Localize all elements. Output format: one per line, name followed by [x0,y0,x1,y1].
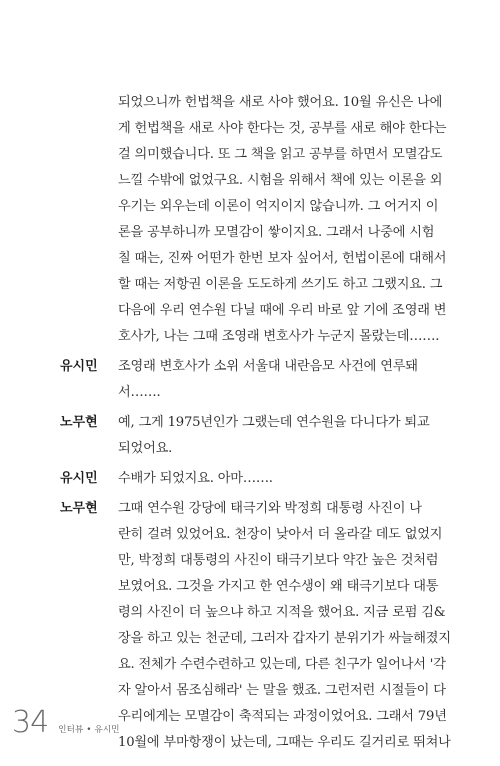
text-line: 우리에게는 모멸감이 축적되는 과정이었어요. 그래서 79년 [118,709,447,724]
text-line: 되었으니까 헌법책을 새로 사야 했어요. 10월 유신은 나에 [118,95,443,110]
text-line: 우기는 외우는데 이론이 억지이지 않습니까. 그 어거지 이 [118,199,439,214]
page-number: 34 [12,705,49,740]
text-line: 그때 연수원 강당에 태극기와 박정희 대통령 사진이 나 [118,501,422,516]
speaker-name: 유시민 [60,471,98,486]
dialogue-turn [60,466,436,492]
text-line: 할 때는 저항권 이론을 도도하게 쓰기도 하고 그랬지요. 그 [118,277,443,292]
text-line: 걸 의미했습니다. 또 그 책을 읽고 공부를 하면서 모멸감도 [118,147,443,162]
intro-paragraph [118,90,447,350]
dialogue-turn [60,354,436,406]
text-line: 보였어요. 그것을 가지고 한 연수생이 왜 태극기보다 대통 [118,579,439,594]
dialogue-text [118,466,436,492]
text-line: 느낄 수밖에 없었구요. 시험을 위해서 책에 있는 이론을 외 [118,173,443,188]
text-line: 예, 그게 1975년인가 그랬는데 연수원을 다니다가 퇴교 [118,415,430,430]
dialogue-text [118,496,451,756]
dialogue-turn [60,410,436,462]
dialogue-text [118,410,436,462]
text-line: 자 알아서 몸조심해라' 는 말을 했죠. 그런저런 시절들이 다 [118,683,446,698]
page-footer [12,705,120,740]
text-line: 호사가, 나는 그때 조영래 변호사가 누군지 몰랐는데……. [118,329,440,344]
text-line: 10월에 부마항쟁이 났는데, 그때는 우리도 길거리로 뛰쳐나 [118,735,451,750]
text-line: 다음에 우리 연수원 다닐 때에 우리 바로 앞 기에 조영래 변 [118,303,447,318]
text-line: 되었어요. [118,441,173,456]
text-line: 게 헌법책을 새로 사야 한다는 것, 공부를 새로 해야 한다는 [118,121,447,136]
text-line: 수배가 되었지요. 아마……. [118,471,273,486]
text-line: 장을 하고 있는 천군데, 그러자 갑자기 분위기가 싸늘해졌지 [118,631,451,646]
running-title: 인터뷰 • 유시민 [58,725,120,735]
text-line: 칠 때는, 진짜 어떤가 한번 보자 싶어서, 헌법이론에 대해서 [118,251,447,266]
text-line: 서……. [118,385,161,400]
dialogue-text [118,354,436,406]
text-line: 만, 박정희 대통령의 사진이 태극기보다 약간 높은 것처럼 [118,553,439,568]
text-line: 란히 걸려 있었어요. 천장이 낮아서 더 올라갈 데도 없었지 [118,527,443,542]
speaker-name: 노무현 [60,501,98,516]
speaker-name: 유시민 [60,359,98,374]
text-line: 론을 공부하니까 모멸감이 쌓이지요. 그래서 나중에 시험 [118,225,435,240]
text-line: 조영래 변호사가 소위 서울대 내란음모 사건에 연루돼 [118,359,418,374]
speaker-name: 노무현 [60,415,98,430]
text-line: 요. 전체가 수련수련하고 있는데, 다른 친구가 일어나서 '각 [118,657,446,672]
text-line: 령의 사진이 더 높으냐 하고 지적을 했어요. 지금 로펌 김& [118,605,446,620]
